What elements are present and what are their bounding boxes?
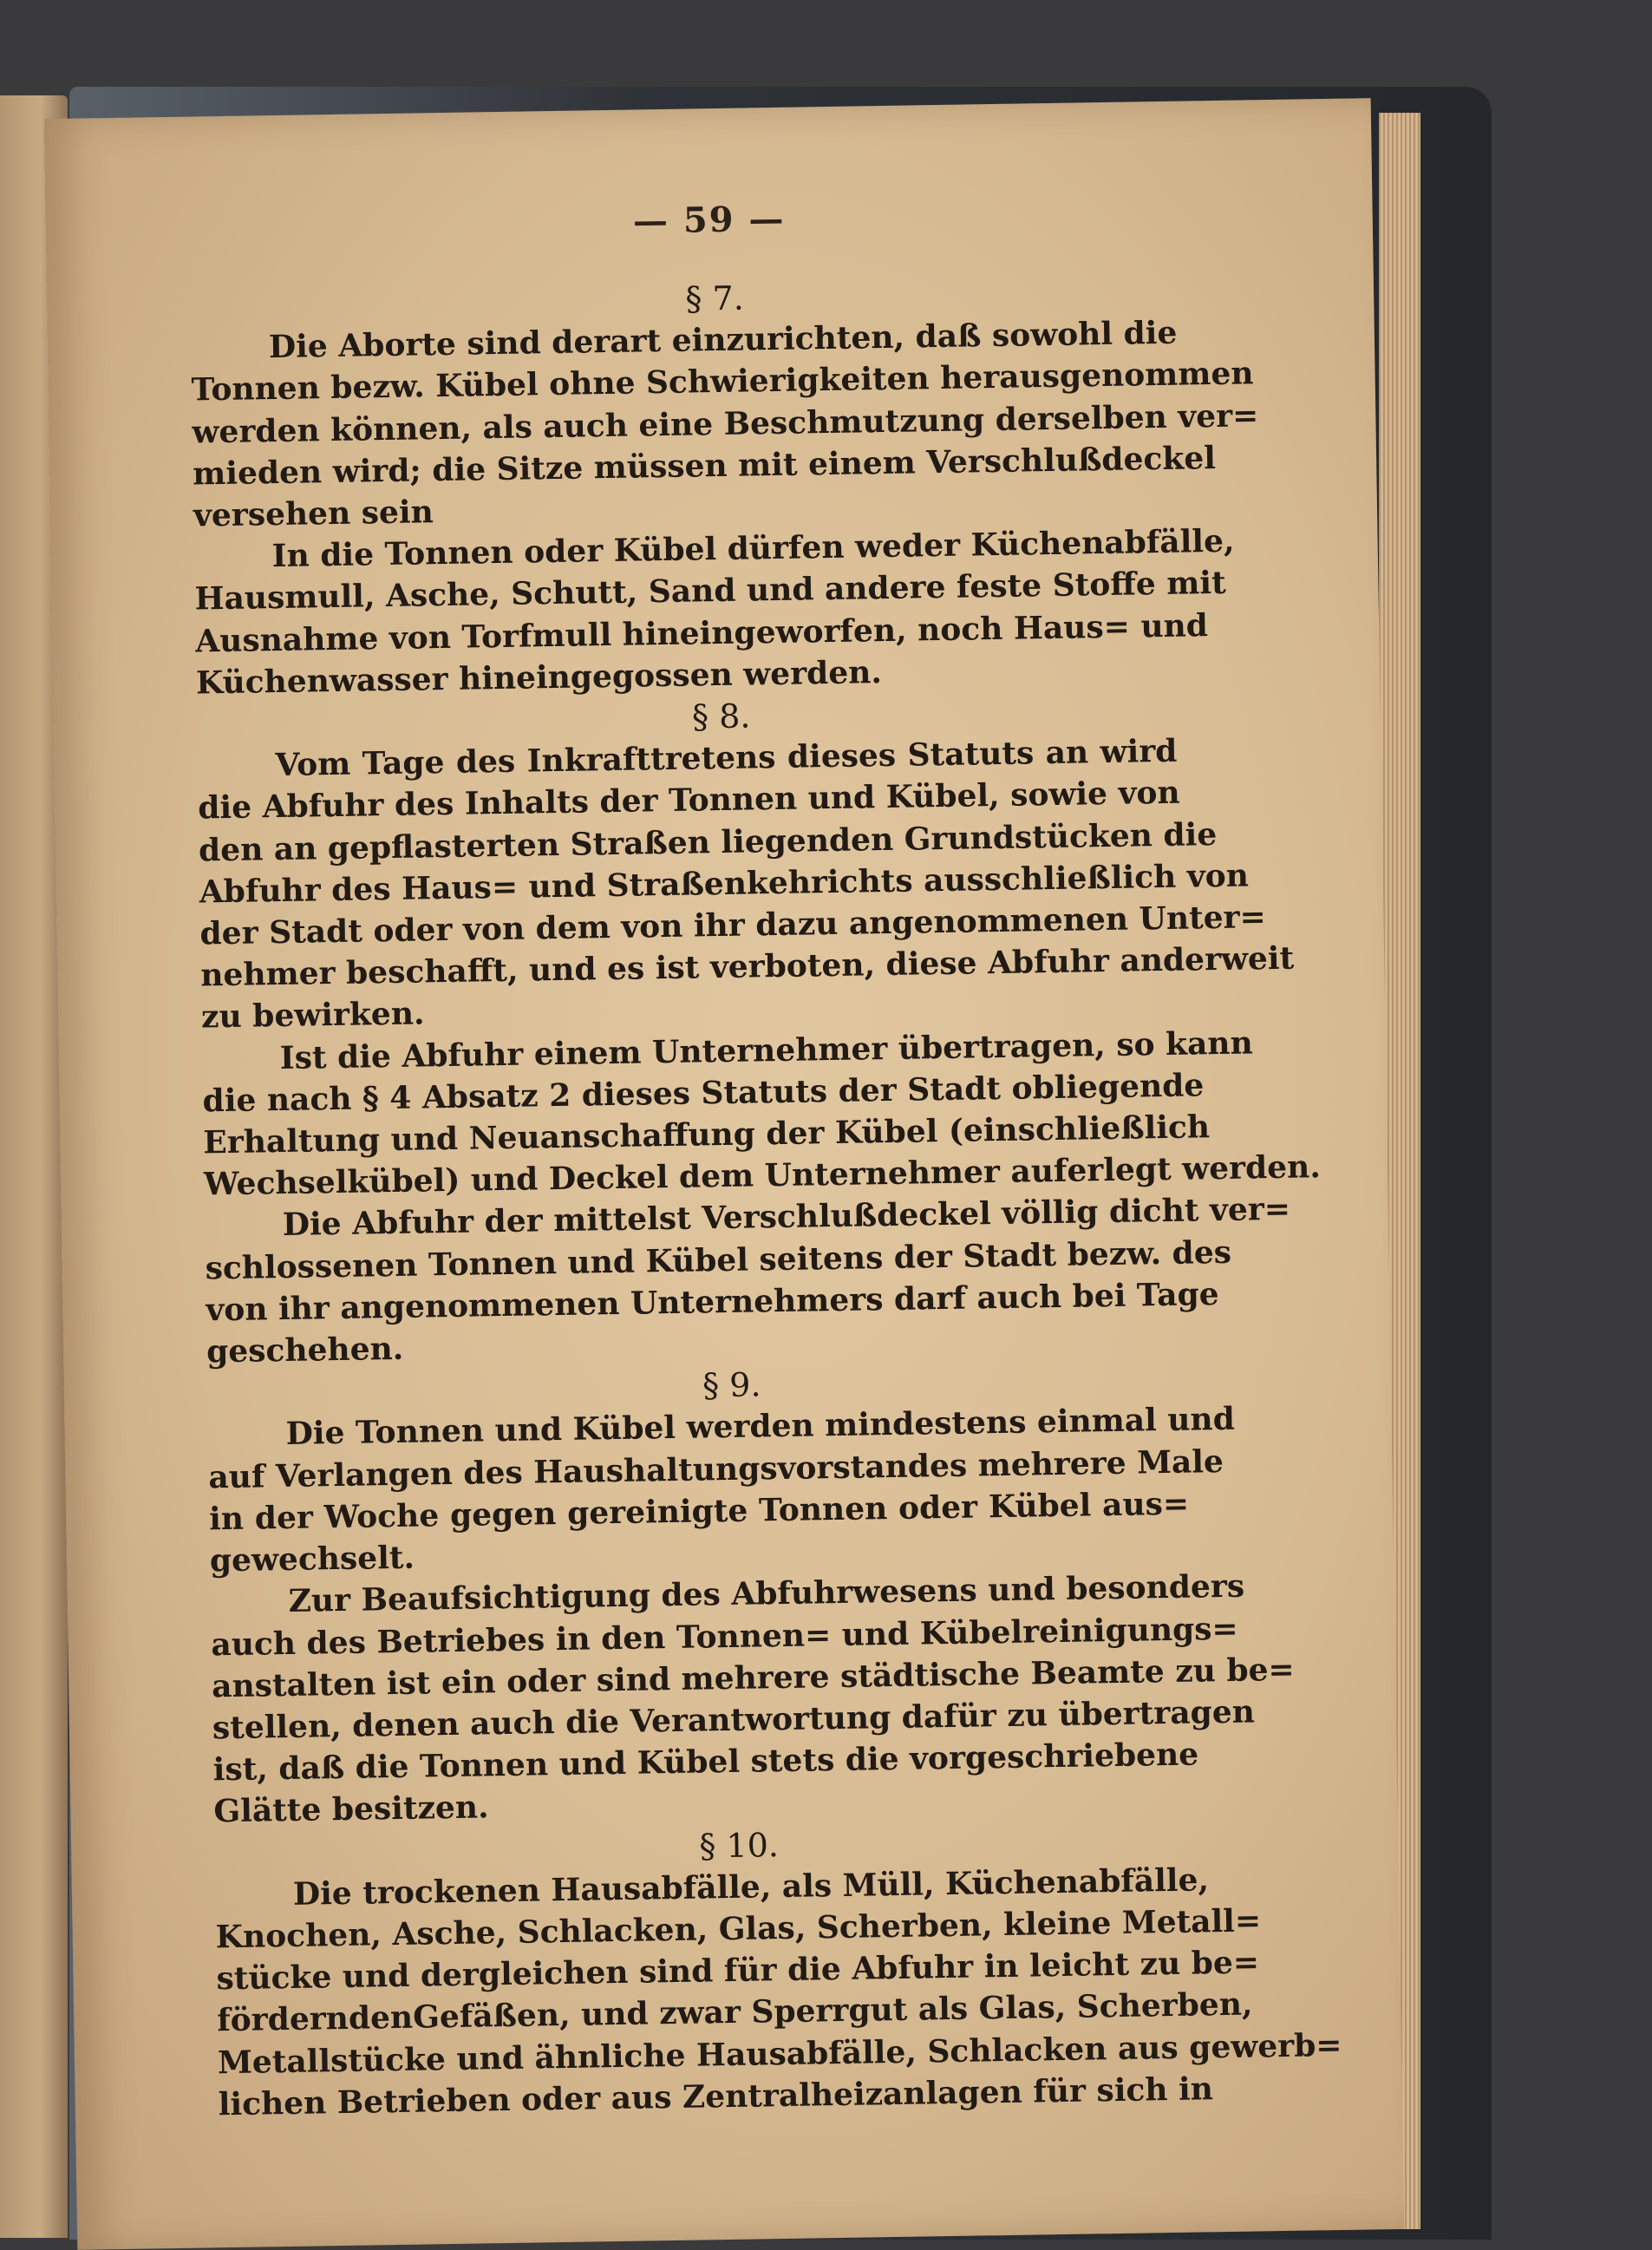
text-line: Tonnen bezw. Kübel ohne Schwierigkeiten herausgenommen — [191, 355, 1254, 409]
text-line: von ihr angenommenen Unternehmers darf auch bei Tage — [206, 1275, 1219, 1329]
text-line: die nach § 4 Absatz 2 dieses Statuts der Stadt obliegende — [202, 1067, 1205, 1120]
text-line: förderndenGefäßen, und zwar Sperrgut als Glas, Scherben, — [216, 1985, 1253, 2039]
text-line: In die Tonnen oder Kübel dürfen weder Küchenabfälle, — [271, 522, 1235, 575]
text-line: Die Aborte sind derart einzurichten, daß sowohl die — [268, 314, 1178, 366]
text-line: Ausnahme von Torfmull hineingeworfen, noch Haus= und — [194, 606, 1209, 660]
text-line: zu bewirken. — [200, 995, 425, 1036]
text-line: versehen sein — [193, 494, 434, 534]
section-heading: § 7. — [685, 278, 745, 318]
text-line: schlossenen Tonnen und Kübel seitens der Stadt bezw. des — [205, 1233, 1232, 1287]
page-text — [190, 271, 1342, 2125]
text-line: werden können, als auch eine Beschmutzung derselben ver= — [192, 396, 1259, 451]
book-page — [44, 98, 1404, 2250]
text-line: Ist die Abfuhr einem Unternehmer übertragen, so kann — [279, 1024, 1254, 1076]
text-line: die Abfuhr des Inhalts der Tonnen und Kübel, sowie von — [197, 775, 1180, 827]
text-line: stücke und dergleichen sind für die Abfuhr in leicht zu be= — [216, 1944, 1260, 1998]
text-line: nehmer beschafft, und es ist verboten, diese Abfuhr anderweit — [200, 939, 1295, 994]
text-line: Die trockenen Hausabfälle, als Müll, Küchenabfälle, — [292, 1861, 1210, 1913]
text-line: gewechselt. — [209, 1539, 415, 1580]
text-line: Knochen, Asche, Schlacken, Glas, Scherben, kleine Metall= — [215, 1902, 1262, 1956]
section-heading: § 8. — [691, 697, 751, 736]
text-line: Die Abfuhr der mittelst Verschlußdeckel völlig dicht ver= — [282, 1191, 1291, 1244]
text-line: mieden wird; die Sitze müssen mit einem Verschlußdeckel — [192, 439, 1217, 493]
text-line: stellen, denen auch die Verantwortung dafür zu übertragen — [212, 1693, 1256, 1747]
section-heading: § 10. — [699, 1825, 780, 1866]
text-line: Hausmull, Asche, Schutt, Sand und andere feste Stoffe mit — [194, 565, 1227, 618]
text-line: ist, daß die Tonnen und Kübel stets die vorgeschriebene — [212, 1736, 1199, 1789]
text-line: den an gepflasterten Straßen liegenden Grundstücken die — [198, 815, 1218, 869]
text-line: Vom Tage des Inkrafttretens dieses Statuts an wird — [275, 732, 1178, 784]
text-line: der Stadt oder von dem von ihr dazu angenommenen Unter= — [199, 899, 1267, 952]
text-line: lichen Betrieben oder aus Zentralheizanlagen für sich in — [218, 2070, 1214, 2123]
text-line: Küchenwasser hineingegossen werden. — [195, 653, 883, 702]
text-line: in der Woche gegen gereinigte Tonnen oder Kübel aus= — [208, 1485, 1190, 1538]
text-line: Wechselkübel) und Deckel dem Unternehmer auferlegt werden. — [203, 1148, 1322, 1203]
text-line: Abfuhr des Haus= und Straßenkehrichts ausschließlich von — [199, 857, 1250, 911]
text-line: auch des Betriebes in den Tonnen= und Kübelreinigungs= — [211, 1610, 1238, 1663]
text-line: Metallstücke und ähnliche Hausabfälle, Schlacken aus gewerb= — [217, 2026, 1342, 2081]
text-line: Die Tonnen und Kübel werden mindestens einmal und — [285, 1401, 1236, 1453]
text-line: Glätte besitzen. — [213, 1789, 489, 1830]
text-line: auf Verlangen des Haushaltungsvorstandes mehrere Male — [208, 1442, 1224, 1496]
text-line: geschehen. — [206, 1330, 404, 1370]
text-line: Zur Beaufsichtigung des Abfuhrwesens und besonders — [288, 1567, 1245, 1620]
section-heading: § 9. — [702, 1365, 761, 1405]
page-number: — 59 — — [632, 198, 786, 242]
text-line: anstalten ist ein oder sind mehrere städtische Beamte zu be= — [211, 1651, 1295, 1705]
text-line: Erhaltung und Neuanschaffung der Kübel (einschließlich — [203, 1109, 1211, 1161]
